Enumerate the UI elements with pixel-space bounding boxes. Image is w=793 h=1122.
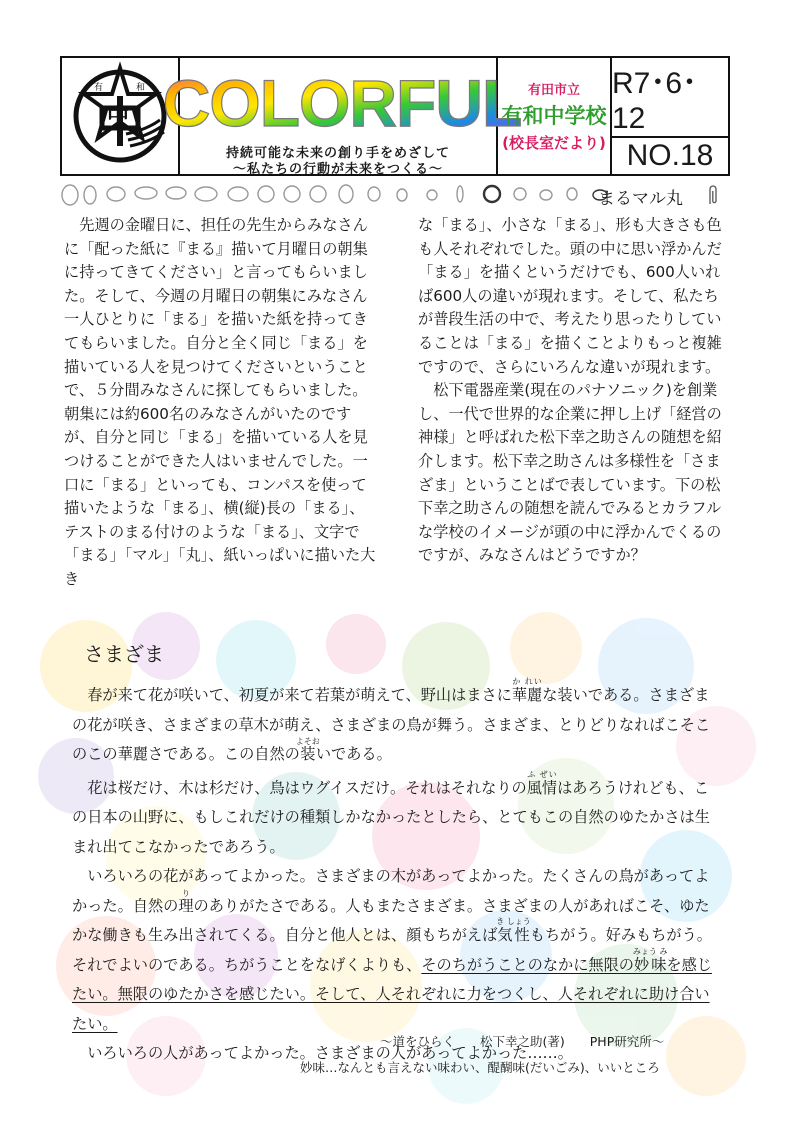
- colorful-title: COLORFUL: [162, 66, 522, 140]
- right-paragraph-1: な「まる」、小さな「まる」、形も大きさも色も人それぞれでした。頭の中に思い浮かんだ「まる」を描くというだけでも、600人いれば600人の違いが現れます。そして、私たちが普段生活の中で、考えたり思ったりしていることは「まる」を描くことよりもっと複雑ですので、さらにいろんな違いが現れます。: [418, 216, 722, 376]
- issue-date: R7･6･12: [612, 58, 728, 138]
- school-city: 有田市立: [527, 83, 580, 98]
- emblem-char-2: 和: [136, 83, 146, 93]
- underlined-text: を感じたい。無限のゆたかさを感じたい。そして、人それぞれに力をつくし、人それぞれに助け合いたい。: [72, 955, 712, 1033]
- left-paragraph: 先週の金曜日に、担任の先生からみなさんに「配った紙に『まる』描いて月曜日の朝集に持ってきてください」と言ってもらいました。そして、今週の月曜日の朝集にみなさん一人ひとりに「まる」を描いた紙を持ってきてもらいました。自分と全く同じ「まる」を描いている人を見つけてくださいということで、５分間みなさんに探してもらいました。朝集には約600名のみなさんがいたのですが、自分と同じ「まる」を描いている人を見つけることができた人はいませんでした。一口に「まる」といっても、コンパスを使って描いたような「まる」、横(縦)長の「まる」、テストのまる付けのような「まる」、文字で「まる」「マル」「丸」、紙いっぱいに描いた大き: [64, 216, 376, 588]
- essay-text: いろいろの花があってよかった。さまざまの木があってよかった。たくさんの鳥があってよかった。自然の: [72, 867, 710, 915]
- emblem-char-1: 有: [94, 83, 104, 93]
- essay-paragraph-4: いろいろの人があってよかった。さまざまの人があってよかった……。: [87, 1044, 573, 1062]
- right-column: [418, 214, 732, 568]
- issue-number: NO.18: [626, 139, 714, 172]
- essay-paragraph-1: [72, 677, 722, 770]
- essay-credit: 〜道をひらく 松下幸之助(著) PHP研究所〜: [380, 1034, 665, 1049]
- essay-title: さまざま: [84, 642, 164, 666]
- title-cell: [162, 58, 522, 177]
- colorful-title-logo: [162, 62, 522, 140]
- sub-slogan: 〜私たちの行動が未来をつくる〜: [232, 162, 443, 177]
- deco-label: まるマル丸: [598, 189, 683, 209]
- school-name: 有和中学校: [501, 104, 607, 128]
- essay-text: いである。: [315, 745, 392, 763]
- newsletter-header: [60, 56, 730, 176]
- ruby-word: 理り: [178, 888, 194, 915]
- newsletter-name: (校長室だより): [502, 134, 606, 152]
- date-issue-cell: [612, 58, 728, 174]
- left-column: [64, 214, 378, 592]
- essay-paragraph-3: [72, 862, 722, 1039]
- essay-text: 花は桜だけ、木は杉だけ、鳥はウグイスだけ。それはそれなりの: [87, 778, 527, 797]
- ruby-word: 風情ふ ぜい: [526, 769, 558, 797]
- slogan: 持続可能な未来の創り手をめざして: [225, 146, 450, 161]
- essay-text: はあろうけれども、この日本の山野に、もしこれだけの種類しかなかったとしたら、とてもこの自然のゆたかさは生まれ出てこなかったであろう。: [72, 778, 710, 856]
- essay-paragraph-2: [72, 770, 722, 863]
- essay-section: [72, 632, 722, 1069]
- essay-text: 春が来て花が咲いて、初夏が来て若葉が萌えて、野山はまさに: [87, 686, 512, 704]
- paperclip-icon: [706, 184, 720, 206]
- underlined-text: そのちがうことのなかに無限の: [421, 955, 634, 974]
- footnote: 妙味…なんとも言えない味わい、醍醐味(だいごみ)、いいところ: [300, 1060, 660, 1075]
- right-paragraph-2: 松下電器産業(現在のパナソニック)を創業し、一代で世界的な企業に押し上げ「経営の神様」と呼ばれた松下幸之助さんの随想を紹介します。松下幸之助さんは多様性を「さまざま」ということばで表しています。下の松下幸之助さんの随想を読んでみるとカラフルな学校のイメージが頭の中に浮かんでくるのですが、みなさんはどうですか？: [418, 381, 722, 565]
- essay-text: のありがたさである。人もまたさまざま。さまざまの人があればこそ、ゆたかな働きも生み出されてくる。自分と他人とは、顔もちがえば: [72, 896, 710, 944]
- essay-text: な装いである。さまざまの花が咲き、さまざまの草木が萌え、さまざまの鳥が舞う。さまざま、とりどりなればこそこのこの華麗さである。この自然の: [72, 686, 711, 763]
- emblem-char-3: 中: [106, 105, 130, 130]
- ruby-word: 華麗か れい: [511, 677, 543, 704]
- school-emblem-icon: [68, 64, 172, 168]
- ruby-word: 妙味みょう み: [632, 946, 668, 974]
- essay-text: もちがう。好みもちがう。それでよいのである。ちがうことをなげくよりも、: [72, 926, 712, 974]
- school-cell: [498, 58, 612, 174]
- ruby-word: 装よそお: [295, 737, 320, 763]
- ruby-word: 気性き しょう: [496, 917, 531, 944]
